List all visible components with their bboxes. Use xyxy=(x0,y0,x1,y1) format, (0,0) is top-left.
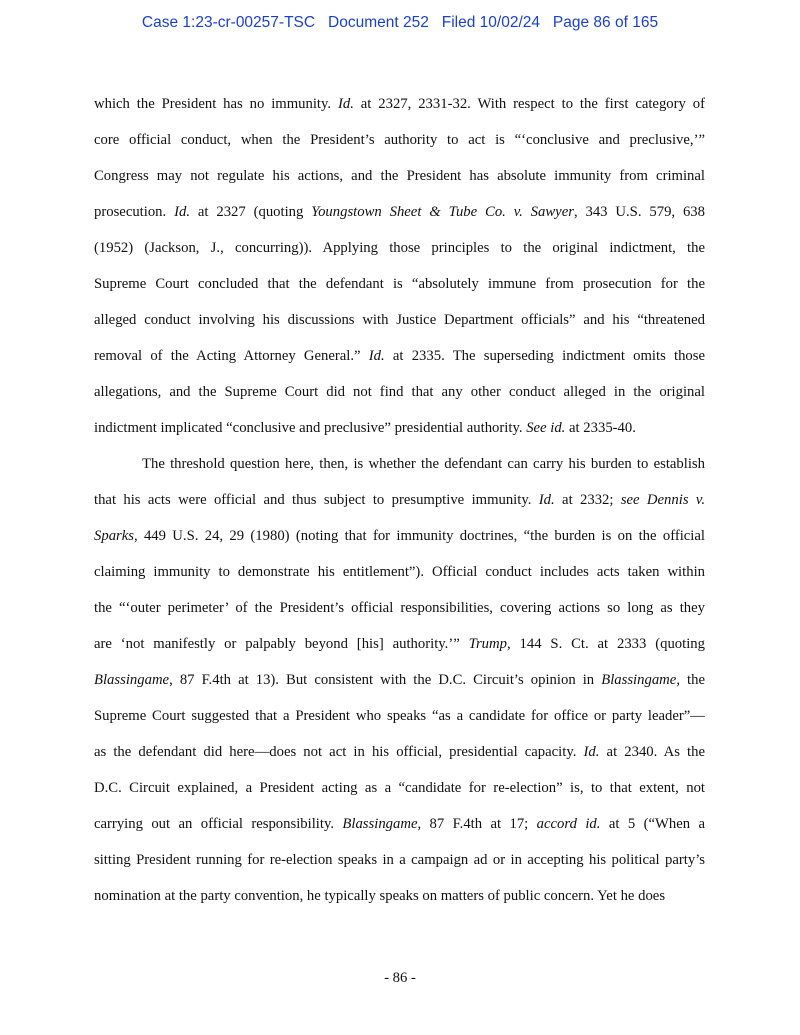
text-segment: at 2327 (quoting xyxy=(190,204,312,220)
text-segment: indictment implicated “conclusive and preclusive” presidential authority. xyxy=(94,420,527,436)
italic-citation: Id. xyxy=(337,96,354,112)
italic-citation: Id. xyxy=(174,204,190,220)
text-segment: claiming immunity to demonstrate his entitlement”). Official conduct includes acts taken within xyxy=(94,564,705,580)
text-segment: , 144 S. Ct. at 2333 (quoting xyxy=(506,636,705,652)
text-segment: at 2335. The superseding indictment omits those xyxy=(384,348,705,364)
text-segment: core official conduct, when the President’s authority to act is “‘conclusive and preclusive,’” xyxy=(94,132,705,148)
text-line xyxy=(94,662,705,698)
text-segment: , the xyxy=(676,672,705,688)
italic-citation: Blassingame xyxy=(601,672,677,688)
text-segment: which the President has no immunity. xyxy=(94,96,338,112)
text-segment: at 2332; xyxy=(554,492,621,508)
text-line xyxy=(94,338,705,374)
italic-citation: Id. xyxy=(538,492,555,508)
text-segment: , 343 U.S. 579, 638 xyxy=(573,204,705,220)
text-line xyxy=(94,554,705,590)
case-header xyxy=(0,14,800,32)
italic-citation: Blassingame xyxy=(94,672,170,688)
text-segment: Supreme Court suggested that a President who speaks “as a candidate for office or party leader”— xyxy=(94,708,705,724)
italic-citation: Trump xyxy=(468,636,507,652)
italic-citation: accord id. xyxy=(536,816,601,832)
text-line xyxy=(94,806,705,842)
italic-citation: Id. xyxy=(368,348,385,364)
text-segment: at 2340. As the xyxy=(599,744,705,760)
italic-citation: See id. xyxy=(526,420,566,436)
text-segment: the “‘outer perimeter’ of the President’s official responsibilities, covering actions so long as they xyxy=(94,600,705,616)
text-segment: removal of the Acting Attorney General.” xyxy=(94,348,369,364)
text-line xyxy=(94,158,705,194)
text-segment: (1952) (Jackson, J., concurring)). Applying those principles to the original indictment, the xyxy=(94,240,705,256)
text-line xyxy=(94,86,705,122)
text-line xyxy=(94,194,705,230)
text-line xyxy=(94,374,705,410)
text-line xyxy=(94,590,705,626)
text-line xyxy=(94,410,705,446)
text-segment: sitting President running for re-election speaks in a campaign ad or in accepting his political party’s xyxy=(94,852,705,868)
text-segment: alleged conduct involving his discussions with Justice Department officials” and his “threatened xyxy=(94,312,705,328)
document-body xyxy=(94,86,705,914)
italic-citation: Sparks xyxy=(94,528,134,544)
text-line xyxy=(94,122,705,158)
italic-citation: Youngstown Sheet & Tube Co. v. Sawyer xyxy=(311,204,574,220)
text-line xyxy=(94,626,705,662)
text-line xyxy=(94,698,705,734)
text-segment: D.C. Circuit explained, a President acting as a “candidate for re-election” is, to that extent, not xyxy=(94,780,705,796)
header-filed-date: Filed 10/02/24 xyxy=(441,14,540,31)
text-line xyxy=(94,266,705,302)
italic-citation: Blassingame xyxy=(342,816,418,832)
text-segment: that his acts were official and thus subject to presumptive immunity. xyxy=(94,492,539,508)
text-segment: carrying out an official responsibility. xyxy=(94,816,343,832)
header-case-number: Case 1:23-cr-00257-TSC xyxy=(141,14,316,31)
text-line xyxy=(94,842,705,878)
text-line xyxy=(94,770,705,806)
text-segment: , 87 F.4th at 13). But consistent with the D.C. Circuit’s opinion in xyxy=(169,672,602,688)
text-segment: prosecution. xyxy=(94,204,175,220)
text-segment: at 2327, 2331-32. With respect to the first category of xyxy=(353,96,706,112)
text-segment: , 449 U.S. 24, 29 (1980) (noting that for immunity doctrines, “the burden is on the official xyxy=(133,528,705,544)
text-line xyxy=(94,230,705,266)
text-segment: as the defendant did here—does not act in his official, presidential capacity. xyxy=(94,744,584,760)
text-segment: at 5 (“When a xyxy=(600,816,705,832)
text-segment: , 87 F.4th at 17; xyxy=(417,816,537,832)
text-segment: allegations, and the Supreme Court did not find that any other conduct alleged in the original xyxy=(94,384,705,400)
page-number-footer: - 86 - xyxy=(384,970,416,986)
text-line xyxy=(94,878,705,914)
text-line xyxy=(94,446,705,482)
text-line xyxy=(94,518,705,554)
text-line xyxy=(94,734,705,770)
text-segment: are ‘not manifestly or palpably beyond [his] authority.’” xyxy=(94,636,469,652)
text-segment: Supreme Court concluded that the defendant is “absolutely immune from prosecution for the xyxy=(94,276,705,292)
text-line xyxy=(94,302,705,338)
italic-citation: see Dennis v. xyxy=(620,492,705,508)
text-segment: at 2335-40. xyxy=(565,420,636,436)
text-segment: The threshold question here, then, is whether the defendant can carry his burden to establish xyxy=(142,456,705,472)
text-line xyxy=(94,482,705,518)
header-document-number: Document 252 xyxy=(328,14,429,31)
text-segment: nomination at the party convention, he typically speaks on matters of public concern. Yet he does xyxy=(94,888,666,904)
text-segment: Congress may not regulate his actions, and the President has absolute immunity from criminal xyxy=(94,168,705,184)
header-page-count: Page 86 of 165 xyxy=(552,14,659,31)
italic-citation: Id. xyxy=(583,744,600,760)
